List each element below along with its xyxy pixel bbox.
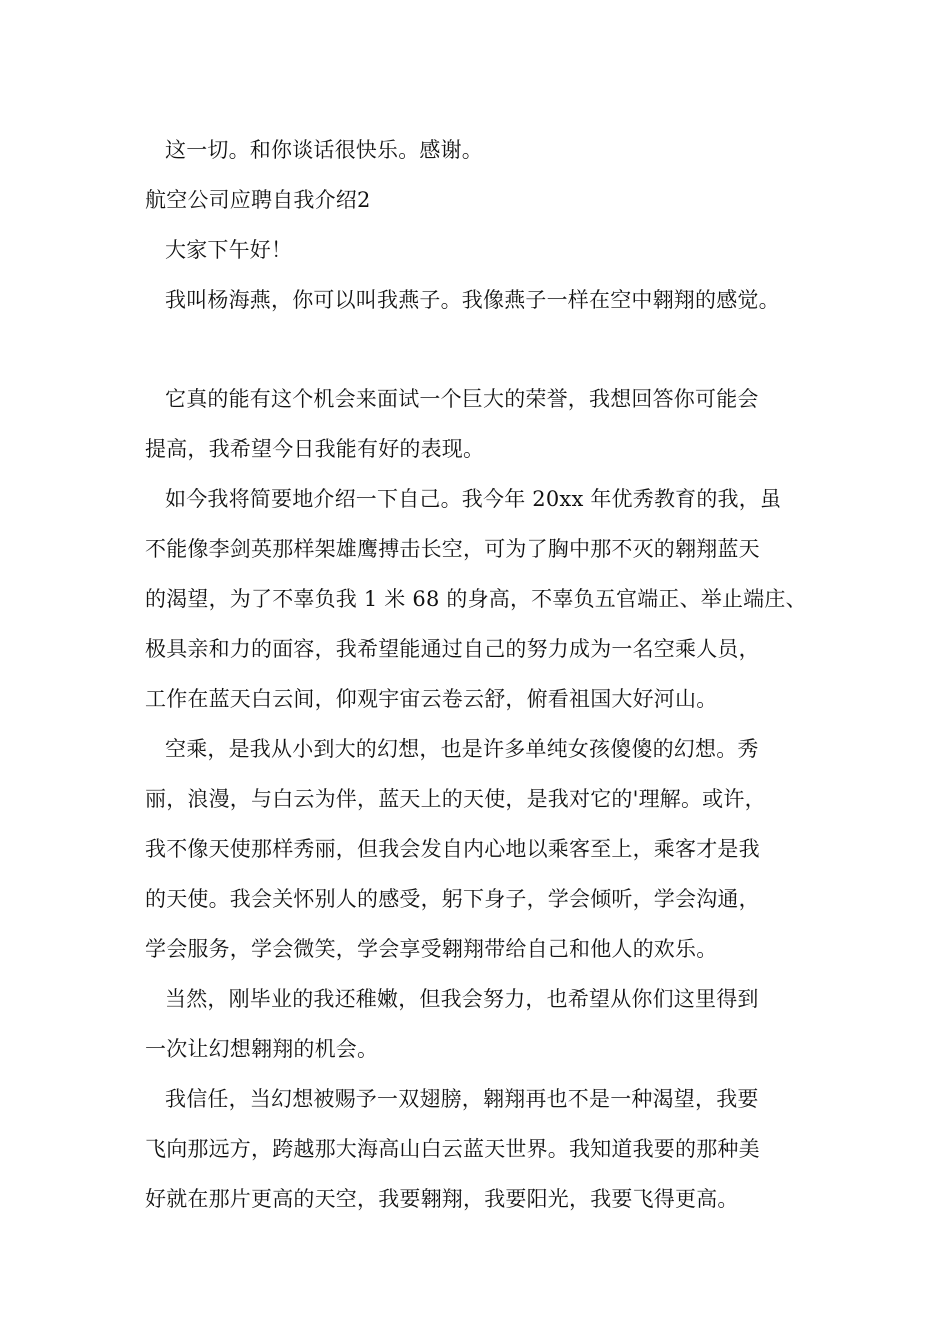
paragraph-line: 当然，刚毕业的我还稚嫩，但我会努力，也希望从你们这里得到 (165, 987, 759, 1011)
paragraph-line: 的天使。我会关怀别人的感受，躬下身子，学会倾听，学会沟通， (145, 887, 760, 911)
paragraph-line: 这一切。和你谈话很快乐。感谢。 (165, 138, 483, 162)
paragraph-line: 我叫杨海燕，你可以叫我燕子。我像燕子一样在空中翱翔的感觉。 (165, 288, 780, 312)
paragraph-line: 丽，浪漫，与白云为伴，蓝天上的天使，是我对它的'理解。或许， (145, 787, 766, 811)
paragraph-line: 极具亲和力的面容，我希望能通过自己的努力成为一名空乘人员， (145, 637, 760, 661)
paragraph-line: 的渴望，为了不辜负我 1 米 68 的身高，不辜负五官端正、举止端庄、 (145, 587, 807, 611)
paragraph-line: 空乘，是我从小到大的幻想，也是许多单纯女孩傻傻的幻想。秀 (165, 737, 759, 761)
paragraph-line: 飞向那远方，跨越那大海高山白云蓝天世界。我知道我要的那种美 (145, 1137, 760, 1161)
paragraph-line: 一次让幻想翱翔的机会。 (145, 1037, 379, 1061)
paragraph-line: 如今我将简要地介绍一下自己。我今年 20xx 年优秀教育的我，虽 (165, 487, 782, 511)
paragraph-line: 我信任，当幻想被赐予一双翅膀，翱翔再也不是一种渴望，我要 (165, 1087, 759, 1111)
paragraph-line: 不能像李剑英那样架雄鹰搏击长空，可为了胸中那不灭的翱翔蓝天 (145, 537, 760, 561)
section-heading: 航空公司应聘自我介绍2 (145, 188, 371, 212)
paragraph-line: 我不像天使那样秀丽，但我会发自内心地以乘客至上，乘客才是我 (145, 837, 760, 861)
paragraph-line: 它真的能有这个机会来面试一个巨大的荣誉，我想回答你可能会 (165, 387, 759, 411)
paragraph-line: 好就在那片更高的天空，我要翱翔，我要阳光，我要飞得更高。 (145, 1187, 739, 1211)
paragraph-line: 学会服务，学会微笑，学会享受翱翔带给自己和他人的欢乐。 (145, 937, 718, 961)
paragraph-line: 提高，我希望今日我能有好的表现。 (145, 437, 485, 461)
paragraph-line: 工作在蓝天白云间，仰观宇宙云卷云舒，俯看祖国大好河山。 (145, 687, 718, 711)
paragraph-line: 大家下午好！ (165, 238, 293, 262)
